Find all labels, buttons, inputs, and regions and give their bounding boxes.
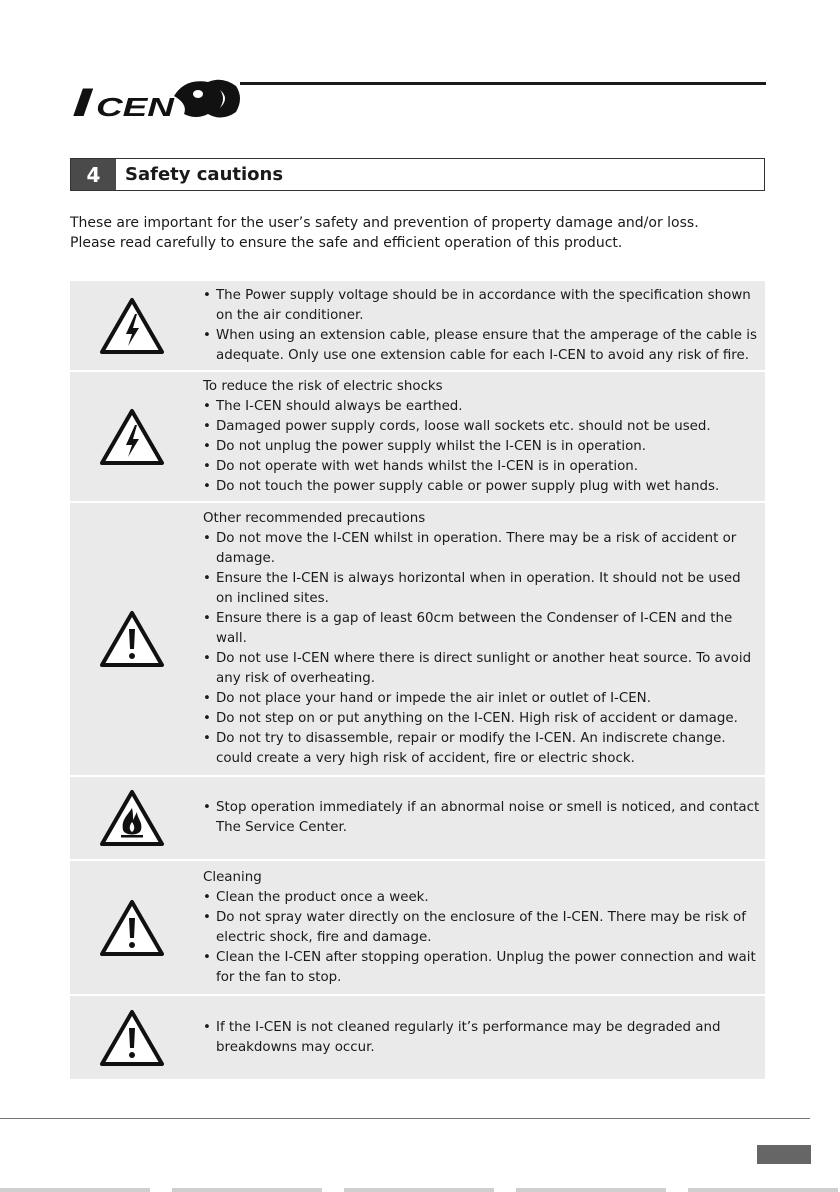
caution-row [70,372,765,503]
caution-bullet: • Do not try to disassemble, repair or modify the I-CEN. An indiscrete change. could create a very high risk of accident, fire or electric shock. [203,729,761,769]
caution-row [70,861,765,996]
caution-bullet: • Do not move the I-CEN whilst in operation. There may be a risk of accident or damage. [203,529,761,569]
caution-row [70,281,765,372]
caution-heading: To reduce the risk of electric shocks [203,378,443,394]
section-number: 4 [71,159,116,190]
caution-bullet: • Stop operation immediately if an abnormal noise or smell is noticed, and contact The Service Center. [203,798,761,838]
caution-bullet: • Clean the I-CEN after stopping operation. Unplug the power connection and wait for the fan to stop. [203,948,761,988]
fire-hazard-icon [70,777,193,859]
caution-row [70,996,765,1079]
page-tab [757,1145,811,1164]
caution-table [70,281,765,1079]
caution-text [193,777,765,859]
intro-line: These are important for the user’s safety and prevention of property damage and/or loss. [70,215,699,231]
caution-bullet: • Clean the product once a week. [203,888,761,908]
intro-text [70,213,770,253]
header-rule [240,82,766,85]
caution-text [193,861,765,994]
caution-text [193,996,765,1079]
caution-bullet: • Do not unplug the power supply whilst the I-CEN is in operation. [203,437,761,457]
svg-text:I: I [72,81,94,124]
caution-bullet: • If the I-CEN is not cleaned regularly it’s performance may be degraded and breakdowns may occur. [203,1018,761,1058]
footer-rule [0,1118,810,1119]
general-warning-icon [70,996,193,1079]
caution-heading: Other recommended precautions [203,511,426,526]
electric-hazard-icon [70,372,193,501]
caution-row [70,777,765,861]
caution-bullet: • Do not place your hand or impede the air inlet or outlet of I-CEN. [203,689,761,709]
caution-text [193,372,765,501]
caution-heading: Cleaning [203,869,262,885]
section-header [70,158,765,191]
caution-bullet: • The Power supply voltage should be in accordance with the specification shown on the air conditioner. [203,286,761,326]
section-title: Safety cautions [125,164,284,185]
caution-bullet: • Ensure the I-CEN is always horizontal when in operation. It should not be used on inclined sites. [203,569,761,609]
caution-row [70,503,765,777]
caution-bullet: • Ensure there is a gap of least 60cm between the Condenser of I-CEN and the wall. [203,609,761,649]
caution-bullet: • Do not step on or put anything on the I-CEN. High risk of accident or damage. [203,709,761,729]
bottom-edge-marks [0,1188,840,1192]
intro-line: Please read carefully to ensure the safe and efficient operation of this product. [70,235,623,251]
caution-bullet: • Do not spray water directly on the enclosure of the I-CEN. There may be risk of electric shock, fire and damage. [203,908,761,948]
caution-bullet: • When using an extension cable, please ensure that the amperage of the cable is adequate. Only use one extension cable for each I-CEN to avoid any risk of fire. [203,326,761,366]
caution-bullet: • The I-CEN should always be earthed. [203,397,761,417]
caution-bullet: • Do not use I-CEN where there is direct sunlight or another heat source. To avoid any risk of overheating. [203,649,761,689]
caution-bullet: • Do not operate with wet hands whilst the I-CEN is in operation. [203,457,761,477]
electric-hazard-icon [70,281,193,370]
general-warning-icon [70,503,193,775]
caution-bullet: • Do not touch the power supply cable or power supply plug with wet hands. [203,477,761,497]
icen-logo [70,74,242,124]
caution-text [193,281,765,370]
caution-text [193,503,765,775]
caution-bullet: • Damaged power supply cords, loose wall sockets etc. should not be used. [203,417,761,437]
general-warning-icon [70,861,193,994]
svg-text:CEN: CEN [96,92,176,122]
